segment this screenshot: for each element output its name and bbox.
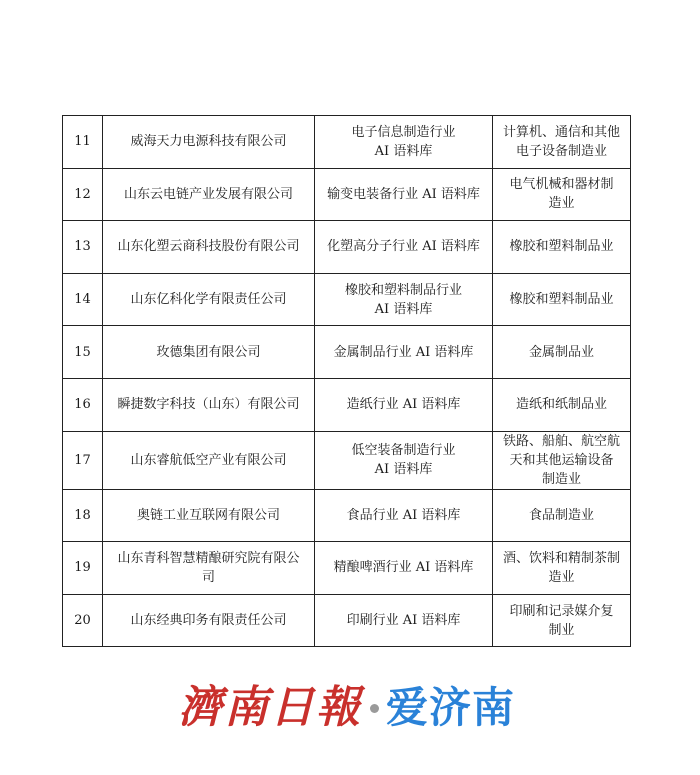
cell-company: 山东经典印务有限责任公司 bbox=[103, 594, 315, 647]
cell-company: 瞬捷数字科技（山东）有限公司 bbox=[103, 378, 315, 431]
cell-company: 山东青科智慧精酿研究院有限公 司 bbox=[103, 542, 315, 595]
cell-industry: 印刷和记录媒介复 制业 bbox=[493, 594, 631, 647]
cell-industry: 酒、饮料和精制茶制 造业 bbox=[493, 542, 631, 595]
table-row bbox=[63, 431, 631, 489]
table-row bbox=[63, 168, 631, 221]
cell-number: 15 bbox=[63, 326, 103, 379]
cell-company: 山东睿航低空产业有限公司 bbox=[103, 431, 315, 489]
cell-number: 19 bbox=[63, 542, 103, 595]
cell-number: 11 bbox=[63, 116, 103, 169]
cell-number: 16 bbox=[63, 378, 103, 431]
cell-industry: 铁路、船舶、航空航 天和其他运输设备 制造业 bbox=[493, 431, 631, 489]
table-row bbox=[63, 378, 631, 431]
cell-company: 山东云电链产业发展有限公司 bbox=[103, 168, 315, 221]
cell-industry: 电气机械和器材制 造业 bbox=[493, 168, 631, 221]
table-row bbox=[63, 326, 631, 379]
table-body bbox=[63, 116, 631, 647]
cell-number: 20 bbox=[63, 594, 103, 647]
cell-library: 橡胶和塑料制品行业 AI 语料库 bbox=[315, 273, 493, 326]
ai-jinan-logo: 爱济南 bbox=[386, 683, 516, 732]
cell-library: 精酿啤酒行业 AI 语料库 bbox=[315, 542, 493, 595]
table-row bbox=[63, 594, 631, 647]
cell-industry: 金属制品业 bbox=[493, 326, 631, 379]
cell-library: 造纸行业 AI 语料库 bbox=[315, 378, 493, 431]
cell-number: 14 bbox=[63, 273, 103, 326]
newspaper-watermark bbox=[0, 680, 700, 740]
table-row bbox=[63, 116, 631, 169]
cell-industry: 橡胶和塑料制品业 bbox=[493, 273, 631, 326]
cell-industry: 橡胶和塑料制品业 bbox=[493, 221, 631, 274]
table-row bbox=[63, 221, 631, 274]
cell-library: 食品行业 AI 语料库 bbox=[315, 489, 493, 542]
cell-industry: 食品制造业 bbox=[493, 489, 631, 542]
jinan-daily-logo: 濟南日報 bbox=[178, 682, 362, 733]
cell-number: 18 bbox=[63, 489, 103, 542]
cell-library: 化塑高分子行业 AI 语料库 bbox=[315, 221, 493, 274]
separator-dot-icon bbox=[370, 704, 379, 713]
cell-library: 印刷行业 AI 语料库 bbox=[315, 594, 493, 647]
cell-number: 12 bbox=[63, 168, 103, 221]
cell-library: 电子信息制造行业 AI 语料库 bbox=[315, 116, 493, 169]
cell-industry: 造纸和纸制品业 bbox=[493, 378, 631, 431]
cell-company: 玫德集团有限公司 bbox=[103, 326, 315, 379]
cell-library: 金属制品行业 AI 语料库 bbox=[315, 326, 493, 379]
cell-library: 低空装备制造行业 AI 语料库 bbox=[315, 431, 493, 489]
table-row bbox=[63, 273, 631, 326]
cell-industry: 计算机、通信和其他 电子设备制造业 bbox=[493, 116, 631, 169]
cell-number: 13 bbox=[63, 221, 103, 274]
table-row bbox=[63, 542, 631, 595]
cell-company: 山东化塑云商科技股份有限公司 bbox=[103, 221, 315, 274]
cell-company: 奥链工业互联网有限公司 bbox=[103, 489, 315, 542]
cell-company: 威海天力电源科技有限公司 bbox=[103, 116, 315, 169]
cell-company: 山东亿科化学有限责任公司 bbox=[103, 273, 315, 326]
enterprise-table bbox=[62, 115, 631, 647]
table-row bbox=[63, 489, 631, 542]
cell-number: 17 bbox=[63, 431, 103, 489]
cell-library: 输变电装备行业 AI 语料库 bbox=[315, 168, 493, 221]
